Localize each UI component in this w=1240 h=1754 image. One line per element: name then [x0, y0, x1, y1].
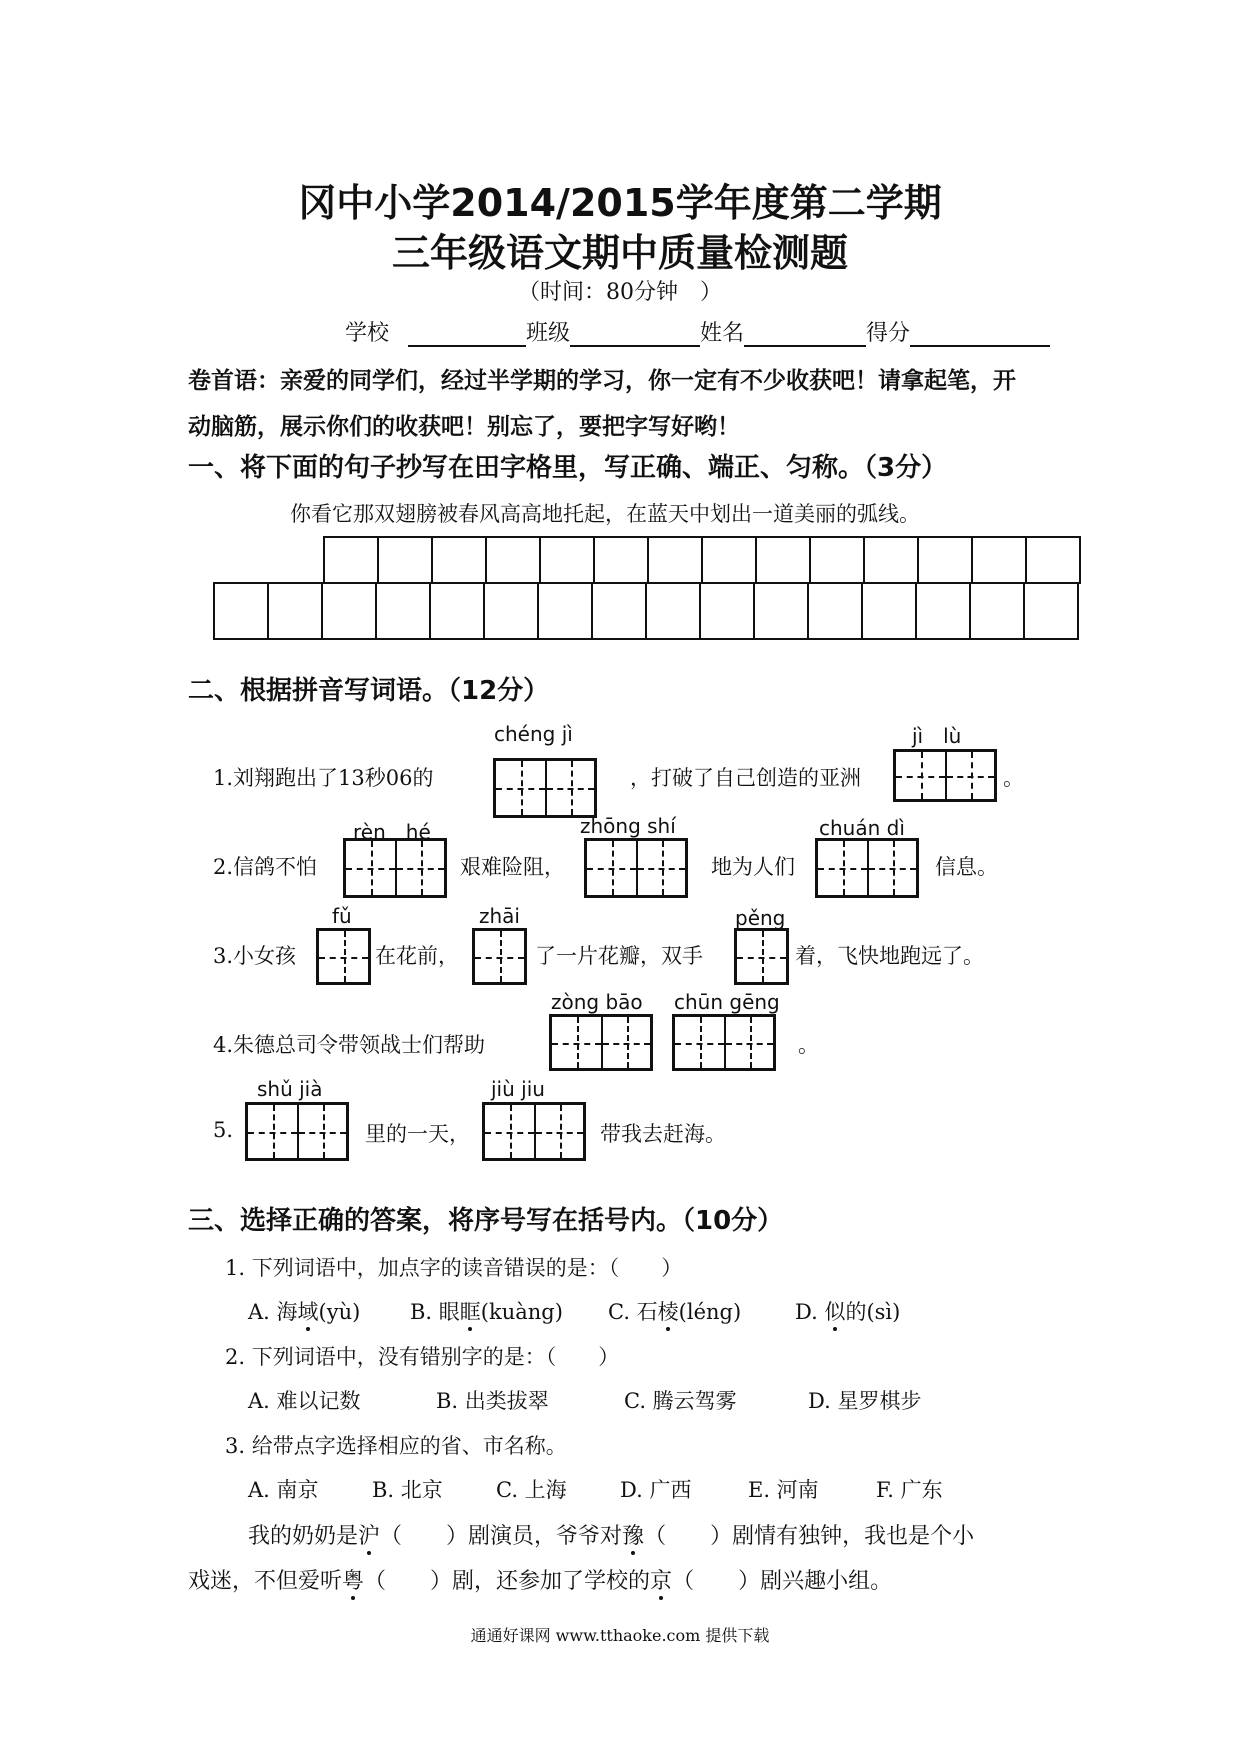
q3-text-d: 着，飞快地跑远了。	[795, 944, 984, 968]
s3-q1-option-b: B. 眼眶(kuàng)	[410, 1296, 563, 1326]
answer-box-jilu[interactable]	[893, 749, 997, 802]
q4-text-a: 4.朱德总司令带领战士们帮助	[213, 1033, 486, 1057]
section-1-heading: 一、将下面的句子抄写在田字格里，写正确、端正、匀称。（3分）	[188, 453, 948, 483]
grid-cell[interactable]	[324, 537, 378, 583]
s3-q3: 3. 给带点字选择相应的省、市名称。	[225, 1434, 567, 1458]
answer-box-shujia[interactable]	[245, 1102, 349, 1161]
tianzige-cell[interactable]	[724, 1017, 773, 1068]
s3-q3-passage-line-1: 我的奶奶是沪（ ）剧演员，爷爷对豫（ ）剧情有独钟，我也是个小	[248, 1519, 974, 1550]
copy-sentence: 你看它那双翅膀被春风高高地托起，在蓝天中划出一道美丽的弧线。	[290, 502, 920, 526]
tianzige-cell[interactable]	[395, 841, 444, 895]
answer-box-chengji[interactable]	[493, 758, 597, 818]
s3-q2-option-c: C. 腾云驾雾	[624, 1389, 737, 1413]
q1-text-c: 。	[1003, 766, 1024, 790]
tianzige-cell[interactable]	[636, 841, 685, 895]
grid-cell[interactable]	[862, 583, 916, 639]
answer-box-renhe[interactable]	[343, 838, 447, 898]
tianzige-cell[interactable]	[675, 1017, 724, 1068]
s3-q3-option-b: B. 北京	[372, 1478, 443, 1502]
class-label: 班级	[526, 321, 571, 346]
q3-text-b: 在花前，	[375, 944, 459, 968]
pinyin-zongbao: zòng bāo	[551, 990, 643, 1014]
grid-cell[interactable]	[376, 583, 430, 639]
grid-cell[interactable]	[702, 537, 756, 583]
s3-q3-option-f: F. 广东	[876, 1478, 943, 1502]
grid-cell[interactable]	[646, 583, 700, 639]
preface-line-2: 动脑筋，展示你们的收获吧！别忘了，要把字写好哟！	[188, 414, 740, 440]
pinyin-fu: fǔ	[332, 904, 352, 928]
preface-line-1: 卷首语：亲爱的同学们，经过半学期的学习，你一定有不少收获吧！请拿起笔，开	[188, 368, 1016, 394]
tianzige-cell[interactable]	[945, 752, 994, 799]
s3-q1-option-a: A. 海域(yù)	[248, 1296, 360, 1326]
score-label: 得分	[866, 321, 911, 346]
grid-cell[interactable]	[484, 583, 538, 639]
grid-cell[interactable]	[540, 537, 594, 583]
tianzige-cell[interactable]	[485, 1105, 534, 1158]
grid-cell[interactable]	[700, 583, 754, 639]
tianzige-cell[interactable]	[346, 841, 395, 895]
answer-box-jiujiu[interactable]	[482, 1102, 586, 1161]
q2-text-c: 地为人们	[711, 855, 795, 879]
grid-cell[interactable]	[918, 537, 972, 583]
s3-q1-option-c: C. 石棱(léng)	[608, 1296, 741, 1326]
s3-q2-option-d: D. 星罗棋步	[808, 1389, 922, 1413]
grid-cell[interactable]	[972, 537, 1026, 583]
tianzige-cell[interactable]	[475, 931, 524, 982]
q5-text-c: 带我去赶海。	[600, 1122, 726, 1146]
tianzige-cell[interactable]	[534, 1105, 583, 1158]
s3-q1-option-d: D. 似的(sì)	[795, 1296, 900, 1326]
q2-text-a: 2.信鸽不怕	[213, 855, 318, 879]
pinyin-chengji: chéng jì	[494, 722, 573, 746]
pinyin-renhe: rèn hé	[353, 820, 431, 844]
tianzige-cell[interactable]	[248, 1105, 297, 1158]
class-blank[interactable]	[570, 345, 700, 347]
q5-text-b: 里的一天，	[365, 1122, 470, 1146]
section-3-heading: 三、选择正确的答案，将序号写在括号内。（10分）	[188, 1206, 784, 1236]
grid-cell[interactable]	[916, 583, 970, 639]
answer-box-zhongshi[interactable]	[584, 838, 688, 898]
q3-text-c: 了一片花瓣，双手	[535, 944, 703, 968]
q1-text-b: ，打破了自己创造的亚洲	[630, 766, 861, 790]
tianzige-cell[interactable]	[896, 752, 945, 799]
q2-text-b: 艰难险阻，	[460, 855, 565, 879]
grid-cell[interactable]	[1026, 537, 1080, 583]
s3-q3-option-d: D. 广西	[620, 1478, 692, 1502]
grid-cell[interactable]	[486, 537, 540, 583]
exam-time: （时间：80分钟 ）	[518, 280, 722, 305]
pinyin-zhai: zhāi	[479, 904, 520, 928]
q4-text-b: 。	[798, 1033, 819, 1057]
tianzige-cell[interactable]	[601, 1017, 650, 1068]
title-line-1: 冈中小学2014/2015学年度第二学期	[298, 181, 942, 225]
footer-source: 通通好课网 www.tthaoke.com 提供下载	[470, 1626, 770, 1645]
pinyin-chuandi: chuán dì	[819, 816, 905, 840]
s3-q2-option-b: B. 出类拔翠	[436, 1389, 549, 1413]
tianzige-cell[interactable]	[818, 841, 867, 895]
pinyin-zhongshi: zhōng shí	[580, 814, 676, 838]
answer-box-chuandi[interactable]	[815, 838, 919, 898]
s3-q2-option-a: A. 难以记数	[248, 1389, 361, 1413]
pinyin-peng: pěng	[735, 906, 786, 930]
title-line-2: 三年级语文期中质量检测题	[391, 231, 848, 275]
tianzige-cell[interactable]	[545, 761, 594, 815]
grid-cell[interactable]	[592, 583, 646, 639]
tianzige-cell[interactable]	[552, 1017, 601, 1068]
s3-q3-option-e: E. 河南	[748, 1478, 819, 1502]
answer-box-zhai[interactable]	[472, 928, 527, 985]
s3-q3-option-a: A. 南京	[248, 1478, 319, 1502]
q5-text-a: 5.	[213, 1118, 234, 1142]
name-blank[interactable]	[744, 345, 866, 347]
s3-q3-option-c: C. 上海	[496, 1478, 567, 1502]
tianzige-cell[interactable]	[319, 931, 368, 982]
tianzige-cell[interactable]	[737, 931, 786, 982]
answer-box-peng[interactable]	[734, 928, 789, 985]
tianzige-cell[interactable]	[867, 841, 916, 895]
pinyin-chungeng: chūn gēng	[674, 990, 780, 1014]
grid-cell[interactable]	[432, 537, 486, 583]
answer-box-zongbao[interactable]	[549, 1014, 653, 1071]
grid-cell[interactable]	[808, 583, 862, 639]
grid-cell[interactable]	[538, 583, 592, 639]
answer-box-chungeng[interactable]	[672, 1014, 776, 1071]
s3-q3-passage-line-2: 戏迷，不但爱听粤（ ）剧，还参加了学校的京（ ）剧兴趣小组。	[188, 1564, 892, 1595]
tianzige-cell[interactable]	[587, 841, 636, 895]
score-blank[interactable]	[910, 345, 1050, 347]
q1-text-a: 1.刘翔跑出了13秒06的	[213, 766, 434, 790]
grid-cell[interactable]	[594, 537, 648, 583]
section-2-heading: 二、根据拼音写词语。（12分）	[188, 676, 550, 706]
answer-box-fu[interactable]	[316, 928, 371, 985]
pinyin-shujia: shǔ jià	[257, 1077, 323, 1101]
grid-cell[interactable]	[864, 537, 918, 583]
q2-text-d: 信息。	[935, 855, 998, 879]
grid-cell[interactable]	[970, 583, 1024, 639]
grid-cell[interactable]	[268, 583, 322, 639]
grid-cell[interactable]	[214, 583, 268, 639]
tianzige-cell[interactable]	[297, 1105, 346, 1158]
pinyin-jiujiu: jiù jiu	[491, 1077, 545, 1101]
grid-cell[interactable]	[648, 537, 702, 583]
grid-cell[interactable]	[430, 583, 484, 639]
info-fields	[345, 316, 1050, 347]
grid-cell[interactable]	[322, 583, 376, 639]
q3-text-a: 3.小女孩	[213, 944, 297, 968]
pinyin-jilu: jì lù	[912, 724, 962, 748]
name-label: 姓名	[700, 321, 745, 346]
school-blank[interactable]	[408, 345, 526, 347]
s3-q1: 1. 下列词语中，加点字的读音错误的是：（ ）	[225, 1256, 683, 1280]
s3-q2: 2. 下列词语中，没有错别字的是：（ ）	[225, 1345, 620, 1369]
grid-cell[interactable]	[756, 537, 810, 583]
grid-cell[interactable]	[378, 537, 432, 583]
grid-cell[interactable]	[1024, 583, 1078, 639]
writing-grid-row-2[interactable]	[213, 582, 1079, 640]
grid-cell[interactable]	[810, 537, 864, 583]
grid-cell[interactable]	[754, 583, 808, 639]
writing-grid-row-1[interactable]	[323, 536, 1081, 584]
tianzige-cell[interactable]	[496, 761, 545, 815]
school-label: 学校	[345, 321, 390, 346]
